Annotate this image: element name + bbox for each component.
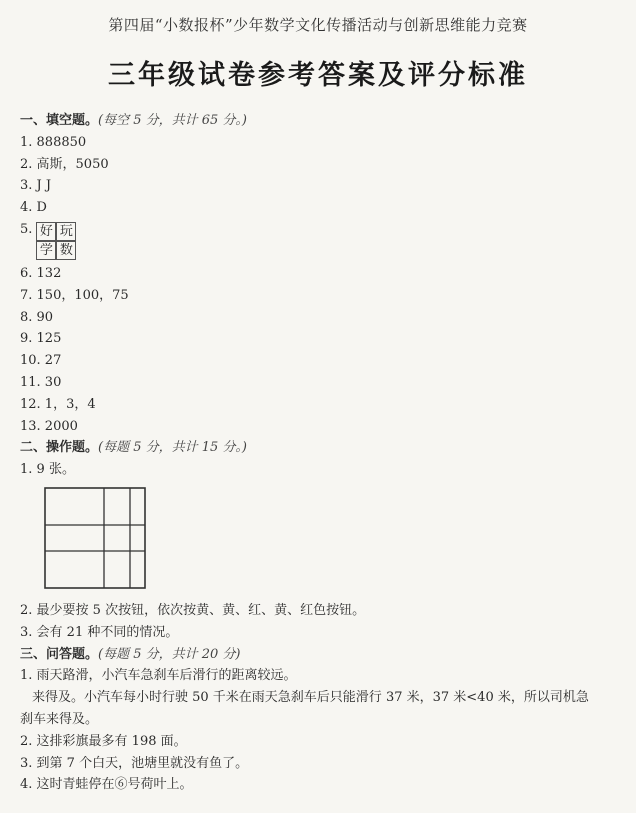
section-qa-heading [20, 644, 620, 666]
answer-line: 1. 9 张。 [20, 462, 75, 478]
answer-line: 1. 雨天路滑，小汽车急刹车后滑行的距离较远。 [20, 668, 297, 684]
answer-line: 3. 到第 7 个白天，池塘里就没有鱼了。 [20, 755, 249, 771]
answer-line: 刹车来得及。 [20, 711, 99, 727]
answer-line: 12. 1，3，4 [20, 396, 96, 412]
header [0, 14, 636, 92]
answer-line: 来得及。小汽车每小时行驶 50 千米在雨天急刹车后只能滑行 37 米，37 米<40 米，所以司机急 [32, 690, 589, 706]
answer-line: 3. 会有 21 种不同的情况。 [20, 624, 179, 640]
answer-line: 6. 132 [20, 265, 62, 281]
answer-line: 9. 125 [20, 331, 62, 347]
answer-line: 4. 这时青蛙停在⑥号荷叶上。 [20, 777, 193, 793]
page-title: 三年级试卷参考答案及评分标准 [108, 60, 528, 91]
section-scoring-note: (每空 5 分，共计 65 分。) [98, 113, 248, 128]
answer-5 [20, 219, 620, 263]
section-title: 三、问答题。 [20, 646, 99, 662]
grid-cell: 玩 [56, 222, 76, 241]
answer-line: 8. 90 [20, 309, 54, 325]
section-title: 一、填空题。 [20, 113, 99, 128]
section-operation-heading [20, 437, 620, 459]
character-grid [36, 222, 76, 260]
answer-line: 2. 这排彩旗最多有 198 面。 [20, 733, 187, 749]
section-title: 二、操作题。 [20, 440, 99, 456]
answer-line: 2. 最少要按 5 次按钮，依次按黄、黄、红、黄、红色按钮。 [20, 602, 366, 618]
grid-cell: 好 [36, 222, 56, 241]
answer-number: 5. [20, 221, 33, 237]
answer-line: 13. 2000 [20, 418, 78, 434]
answer-line: 11. 30 [20, 374, 62, 390]
section-fill-heading [20, 110, 620, 132]
contest-subtitle: 第四届“小数报杯”少年数学文化传播活动与创新思维能力竞赛 [108, 16, 528, 34]
section-scoring-note: (每题 5 分，共计 20 分) [98, 646, 241, 662]
answer-line: 4. D [20, 200, 47, 216]
answer-line: 10. 27 [20, 353, 62, 369]
grid-cell: 学 [36, 241, 56, 260]
answer-content [20, 110, 620, 796]
section-scoring-note: (每题 5 分，共计 15 分。) [98, 440, 248, 456]
answer-line: 7. 150，100，75 [20, 287, 129, 303]
nine-square-figure [44, 487, 146, 589]
answer-line: 2. 高斯，5050 [20, 156, 109, 172]
grid-cell: 数 [56, 241, 76, 260]
answer-line: 1. 888850 [20, 134, 87, 150]
answer-line: 3. J J [20, 178, 52, 194]
